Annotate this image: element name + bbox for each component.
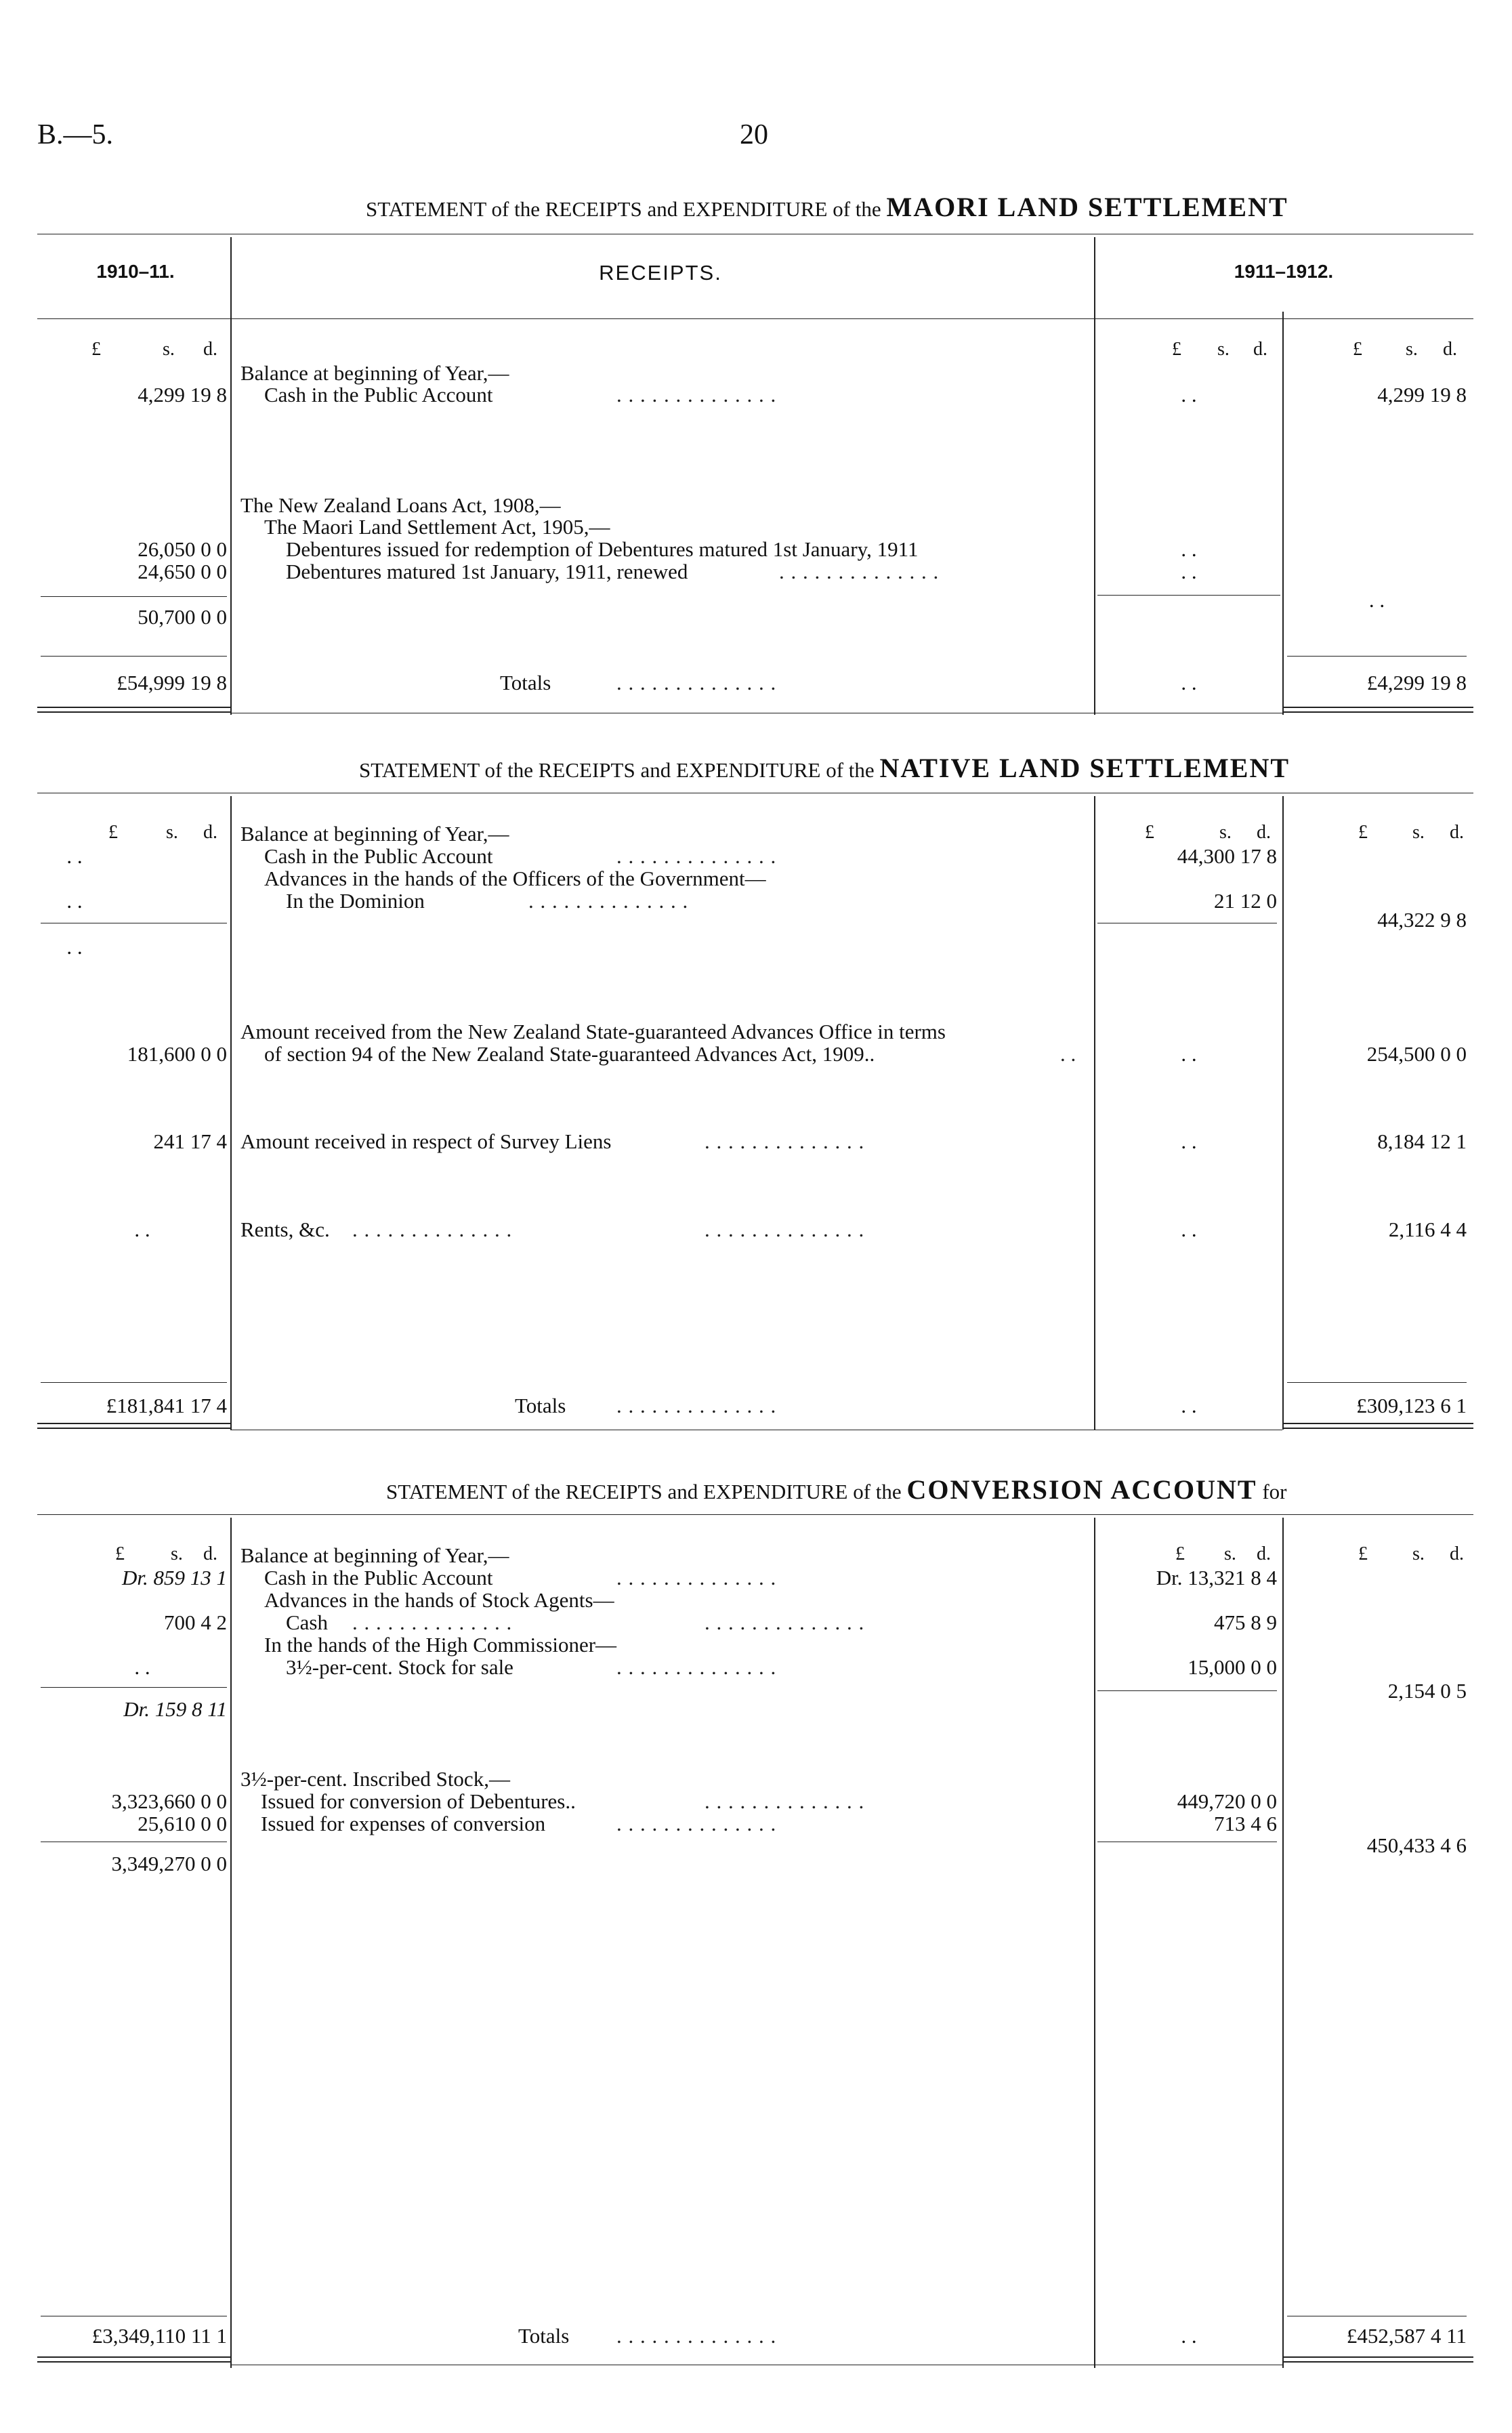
maori-cash-leader: . . . . . . . . . . . . . . <box>616 383 777 407</box>
native-amount-cur: 254,500 0 0 <box>1366 1042 1467 1066</box>
native-survey-nil: . . <box>1181 1129 1197 1153</box>
native-double-rule-prev <box>37 1423 230 1429</box>
maori-deb-issued-nil: . . <box>1181 537 1197 561</box>
native-dominion-prev-nil: . . <box>66 889 83 913</box>
conv-totals-prev: £3,349,110 11 1 <box>91 2324 227 2348</box>
native-col-divider-1 <box>230 796 232 1430</box>
conv-agents-cash-prev: 700 4 2 <box>164 1610 227 1634</box>
native-title <box>359 752 1290 784</box>
maori-title-main: MAORI LAND SETTLEMENT <box>886 192 1288 222</box>
conv-stock-prev: 3,349,270 0 0 <box>111 1852 227 1875</box>
maori-title-prefix: STATEMENT of the RECEIPTS and EXPENDITURE of the <box>366 197 881 221</box>
conv-exp-inner: 713 4 6 <box>1214 1812 1277 1835</box>
native-dominion-leader: . . . . . . . . . . . . . . <box>528 889 689 913</box>
conv-totals-leader: . . . . . . . . . . . . . . <box>616 2324 777 2348</box>
conv-totals-nil: . . <box>1181 2324 1197 2348</box>
conv-cash-leader: . . . . . . . . . . . . . . <box>616 1566 777 1589</box>
maori-unit-pence-1: d. <box>203 339 217 360</box>
conv-unit-pound-2: £ <box>1175 1543 1185 1564</box>
conv-hc-label: In the hands of the High Commissioner— <box>264 1633 617 1657</box>
maori-head-rule <box>37 318 1473 319</box>
native-cash-leader: . . . . . . . . . . . . . . <box>616 844 777 868</box>
native-advances-label: Advances in the hands of the Officers of the Government— <box>264 867 766 890</box>
maori-cash-label: Cash in the Public Account <box>264 383 493 407</box>
native-totals-rule-cur <box>1287 1382 1467 1383</box>
native-survey-prev: 241 17 4 <box>153 1129 227 1153</box>
native-unit-pound-3: £ <box>1358 822 1368 843</box>
native-double-rule-cur <box>1282 1423 1473 1429</box>
conv-title-prefix: STATEMENT of the RECEIPTS and EXPENDITURE of the <box>386 1480 902 1503</box>
conv-exp-leader: . . . . . . . . . . . . . . <box>616 1812 777 1835</box>
native-totals-rule-prev <box>41 1382 227 1383</box>
native-balance-head: Balance at beginning of Year,— <box>240 822 509 846</box>
native-rents-label: Rents, &c. <box>240 1218 330 1241</box>
conv-stock-sale-leader: . . . . . . . . . . . . . . <box>616 1655 777 1679</box>
maori-col-divider-1 <box>230 237 232 715</box>
maori-subtotal-cur-nil: . . <box>1368 588 1385 612</box>
native-unit-shilling-3: s. <box>1412 822 1425 843</box>
native-survey-cur: 8,184 12 1 <box>1377 1129 1467 1153</box>
maori-cash-cur: 4,299 19 8 <box>1377 383 1467 407</box>
maori-head-receipts: RECEIPTS. <box>599 261 722 285</box>
conv-conv-leader: . . . . . . . . . . . . . . <box>705 1789 865 1813</box>
native-title-prefix: STATEMENT of the RECEIPTS and EXPENDITURE of the <box>359 758 875 782</box>
maori-cash-nil: . . <box>1181 383 1197 407</box>
conv-inscribed-head: 3½-per-cent. Inscribed Stock,— <box>240 1767 510 1791</box>
native-title-main: NATIVE LAND SETTLEMENT <box>879 753 1290 783</box>
native-dominion-label: In the Dominion <box>286 889 425 913</box>
conv-inner-rule-1 <box>1097 1690 1277 1691</box>
native-survey-leader: . . . . . . . . . . . . . . <box>705 1129 865 1153</box>
maori-unit-pound-2: £ <box>1172 339 1181 360</box>
native-unit-shilling-2: s. <box>1219 822 1232 843</box>
maori-double-rule-cur <box>1282 707 1473 713</box>
maori-col-divider-2 <box>1094 237 1095 715</box>
maori-inner-rule <box>1097 595 1280 596</box>
native-unit-pence-3: d. <box>1450 822 1464 843</box>
maori-subtotal-prev: 50,700 0 0 <box>138 605 227 629</box>
conv-stock-sale-label: 3½-per-cent. Stock for sale <box>286 1655 513 1679</box>
native-rents-leader: . . . . . . . . . . . . . . <box>352 1218 513 1241</box>
native-totals-nil: . . <box>1181 1394 1197 1417</box>
native-unit-pound-1: £ <box>108 822 118 843</box>
native-dominion-inner: 21 12 0 <box>1214 889 1277 913</box>
maori-unit-shilling-1: s. <box>163 339 175 360</box>
maori-totals-leader: . . . . . . . . . . . . . . <box>616 671 777 694</box>
native-balance-cur: 44,322 9 8 <box>1377 908 1467 932</box>
maori-totals-nil: . . <box>1181 671 1197 694</box>
page-ref: B.—5. <box>37 119 114 150</box>
conv-balance-prev: Dr. 159 8 11 <box>123 1697 227 1721</box>
maori-unit-pound-1: £ <box>91 339 101 360</box>
maori-balance-head: Balance at beginning of Year,— <box>240 361 509 385</box>
conv-agents-cash-inner: 475 8 9 <box>1214 1610 1277 1634</box>
native-unit-pound-2: £ <box>1145 822 1154 843</box>
native-rents-nil: . . <box>1181 1218 1197 1241</box>
conv-double-rule-prev <box>37 2356 230 2363</box>
maori-cash-prev: 4,299 19 8 <box>138 383 227 407</box>
maori-deb-renewed-prev: 24,650 0 0 <box>138 560 227 583</box>
native-totals-cur: £309,123 6 1 <box>1356 1394 1467 1417</box>
maori-col-divider-3 <box>1282 312 1284 715</box>
maori-totals-prev: £54,999 19 8 <box>117 671 227 694</box>
native-balance-prev-nil: . . <box>66 935 83 959</box>
native-cash-inner: 44,300 17 8 <box>1177 844 1277 868</box>
conv-prev-subrule <box>41 1687 227 1688</box>
conv-cash-label: Cash in the Public Account <box>264 1566 493 1589</box>
maori-head-year1: 1910–11. <box>96 261 175 282</box>
conv-stock-cur: 450,433 4 6 <box>1366 1833 1467 1857</box>
maori-unit-pence-2: d. <box>1253 339 1267 360</box>
maori-deb-renewed-label: Debentures matured 1st January, 1911, renewed <box>286 560 688 583</box>
conv-stock-sale-prev-nil: . . <box>134 1655 150 1679</box>
maori-unit-shilling-2: s. <box>1217 339 1230 360</box>
conv-conv-label: Issued for conversion of Debentures.. <box>261 1789 576 1813</box>
maori-deb-renewed-leader: . . . . . . . . . . . . . . <box>779 560 940 583</box>
conv-agents-cash-leader: . . . . . . . . . . . . . . <box>352 1610 513 1634</box>
conv-title-main: CONVERSION ACCOUNT <box>906 1474 1257 1505</box>
native-amount-label-2: of section 94 of the New Zealand State-guaranteed Advances Act, 1909.. <box>264 1042 875 1066</box>
native-totals-prev: £181,841 17 4 <box>106 1394 227 1417</box>
conv-totals-cur: £452,587 4 11 <box>1346 2324 1467 2348</box>
native-survey-label: Amount received in respect of Survey Liens <box>240 1129 612 1153</box>
maori-totals-label: Totals <box>500 671 551 694</box>
conv-conv-prev: 3,323,660 0 0 <box>111 1789 227 1813</box>
native-col-divider-2 <box>1094 796 1095 1430</box>
maori-unit-pound-3: £ <box>1353 339 1362 360</box>
maori-deb-issued-label: Debentures issued for redemption of Debentures matured 1st January, 1911 <box>286 537 919 561</box>
conv-title-suffix: for <box>1262 1480 1287 1503</box>
native-amount-prev: 181,600 0 0 <box>127 1042 227 1066</box>
maori-head-year2: 1911–1912. <box>1234 261 1334 282</box>
maori-mls-act: The Maori Land Settlement Act, 1905,— <box>264 515 610 539</box>
conv-conv-inner: 449,720 0 0 <box>1177 1789 1277 1813</box>
maori-totals-cur: £4,299 19 8 <box>1366 671 1467 694</box>
conv-unit-pound-1: £ <box>115 1543 125 1564</box>
conv-stock-sale-inner: 15,000 0 0 <box>1188 1655 1277 1679</box>
native-totals-label: Totals <box>515 1394 566 1417</box>
maori-double-rule-prev <box>37 707 230 713</box>
conv-unit-shilling-1: s. <box>171 1543 183 1564</box>
native-unit-shilling-1: s. <box>166 822 178 843</box>
conv-col-divider-1 <box>230 1518 232 2368</box>
conv-top-rule <box>37 1514 1473 1515</box>
maori-deb-renewed-nil: . . <box>1181 560 1197 583</box>
maori-unit-shilling-3: s. <box>1406 339 1418 360</box>
native-unit-pence-1: d. <box>203 822 217 843</box>
maori-deb-issued-prev: 26,050 0 0 <box>138 537 227 561</box>
maori-title <box>366 191 1288 223</box>
conv-unit-shilling-3: s. <box>1412 1543 1425 1564</box>
conv-col-divider-2 <box>1094 1518 1095 2368</box>
maori-prev-subrule <box>41 596 227 597</box>
native-col-divider-3 <box>1282 796 1284 1430</box>
conv-agents-label: Advances in the hands of Stock Agents— <box>264 1588 614 1612</box>
conv-unit-pence-1: d. <box>203 1543 217 1564</box>
native-rents-cur: 2,116 4 4 <box>1388 1218 1467 1241</box>
conv-agents-cash-label: Cash <box>286 1610 328 1634</box>
conv-cash-prev: Dr. 859 13 1 <box>121 1566 227 1589</box>
native-rents-leader-2: . . . . . . . . . . . . . . <box>705 1218 865 1241</box>
conv-double-rule-cur <box>1282 2356 1473 2363</box>
native-amount-nil: . . <box>1181 1042 1197 1066</box>
native-rents-prev-nil: . . <box>134 1218 150 1241</box>
maori-unit-pence-3: d. <box>1443 339 1457 360</box>
conv-totals-label: Totals <box>518 2324 570 2348</box>
conv-balance-head: Balance at beginning of Year,— <box>240 1543 509 1567</box>
conv-unit-shilling-2: s. <box>1224 1543 1236 1564</box>
conv-unit-pound-3: £ <box>1358 1543 1368 1564</box>
native-cash-label: Cash in the Public Account <box>264 844 493 868</box>
conv-balance-cur: 2,154 0 5 <box>1387 1679 1467 1703</box>
maori-loans-head: The New Zealand Loans Act, 1908,— <box>240 493 561 517</box>
conv-exp-prev: 25,610 0 0 <box>138 1812 227 1835</box>
native-amount-leader: . . <box>1060 1042 1076 1066</box>
native-totals-leader: . . . . . . . . . . . . . . <box>616 1394 777 1417</box>
conv-agents-cash-leader-2: . . . . . . . . . . . . . . <box>705 1610 865 1634</box>
conv-unit-pence-3: d. <box>1450 1543 1464 1564</box>
conv-exp-label: Issued for expenses of conversion <box>261 1812 546 1835</box>
maori-totals-rule-cur <box>1287 656 1467 657</box>
conv-cash-inner: Dr. 13,321 8 4 <box>1156 1566 1277 1589</box>
conv-col-divider-3 <box>1282 1518 1284 2368</box>
maori-totals-rule-prev <box>41 656 227 657</box>
conv-unit-pence-2: d. <box>1257 1543 1271 1564</box>
native-amount-label-1: Amount received from the New Zealand State-guaranteed Advances Office in terms <box>240 1020 946 1043</box>
page-number: 20 <box>740 119 768 150</box>
conv-title <box>386 1474 1287 1505</box>
native-unit-pence-2: d. <box>1257 822 1271 843</box>
native-cash-prev-nil: . . <box>66 844 83 868</box>
